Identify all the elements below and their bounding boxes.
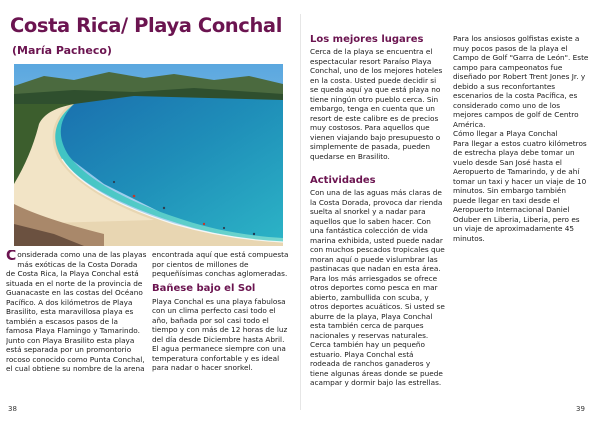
author-byline: (María Pacheco) — [12, 44, 112, 57]
page-gutter — [300, 14, 301, 410]
como-llegar-heading: Cómo llegar a Playa Conchal — [453, 129, 558, 138]
beach-photo — [14, 64, 283, 246]
golf-paragraph: Para los ansiosos golfistas existe a muy pocos pasos de la playa el Campo de Golf "Garra de León". Este campo para campeonatos fue diseñado por Robert Trent Jones Jr. y debido a sus reconfortantes escenarios de la costa Pacífica, es considerado como uno de los mejores campos de golf de Centro América. — [453, 34, 589, 129]
intro-text: onsiderada como una de las playas más exóticas de la Costa Dorada de Costa Rica, la Playa Conchal está situada en el norte de la provincia de Guanacaste en las costas del Océano Pacífico. A dos kilómetros de Playa Brasilito, esta maravillosa playa es también a escasos pasos de la famosa Playa Flamingo y Tamarindo. Junto con Playa Brasilito esta playa está separada por un promontorio rocoso conocido como Punta Conchal, el cual obtiene su nombre de la arena — [6, 250, 147, 373]
article-column-2 — [152, 250, 290, 373]
drop-cap: C — [6, 250, 17, 264]
page-number-left: 38 — [8, 405, 17, 413]
article-column-4 — [453, 34, 590, 243]
section-heading-actividades: Actividades — [310, 175, 376, 186]
article-column-1 — [6, 250, 147, 390]
article-column-3 — [310, 34, 445, 388]
page-title: Costa Rica/ Playa Conchal — [10, 14, 282, 37]
col2-continuation: encontrada aquí que está compuesta por cientos de millones de pequeñísimas conchas aglomeradas. — [152, 250, 289, 278]
page-number-right: 39 — [576, 405, 585, 413]
section-text-lugares: Cerca de la playa se encuentra el espectacular resort Paraíso Playa Conchal, uno de los mejores hoteles en la costa. Usted puede decidir si se queda aquí ya que está playa no tiene ningún otro pueblo cerca. Sin embargo, tenga en cuenta que un resort de este calibre es de precios muy costosos. Para aquellos que vienen viajando bajo presupuesto o simplemente de pasada, pueden quedarse en Brasilito. — [310, 47, 443, 161]
section-text-banese: Playa Conchal es una playa fabulosa con un clima perfecto casi todo el año, bañada por sol casi todo el tiempo y con más de 12 horas de luz del día desde Diciembre hasta Abril. El agua permanece siempre con una temperatura confortable y es ideal para nadar o hacer snorkel. — [152, 296, 288, 372]
section-heading-lugares: Los mejores lugares — [310, 34, 424, 45]
como-llegar-text: Para llegar a estos cuatro kilómetros de estrecha playa debe tomar un vuelo desde San José hasta el Aeropuerto de Tamarindo, y de ahí tomar un taxi y hacer un viaje de 10 minutos. Sin embargo también puede llegar en taxi desde el Aeropuerto Internacional Daniel Oduber en Liberia, Liberia, pero es un viaje de aproximadamente 45 minutos. — [453, 138, 587, 243]
section-text-actividades: Con una de las aguas más claras de la Costa Dorada, provoca dar rienda suelta al snorkel y a nadar para aquellos que lo saben hacer. Con una fantástica colección de vida marina exhibida, usted puede nadar con muchos pescados tropicales que moran aquí o puede vislumbrar las pastinacas que nadan en esta área. Para los más arriesgados se ofrece otros deportes como pesca en mar abierto, zambullida con scuba, y otros deportes acuáticos. Si usted se aburre de la playa, Playa Conchal esta también cerca de parques nacionales y reservas naturales. Cerca también hay un pequeño estuario. Playa Conchal está rodeada de ranchos ganaderos y tiene algunas áreas donde se puede acampar y dormir bajo las estrellas. — [310, 188, 445, 387]
intro-paragraph — [6, 250, 147, 374]
section-heading-banese: Bañese bajo el Sol — [152, 282, 256, 294]
